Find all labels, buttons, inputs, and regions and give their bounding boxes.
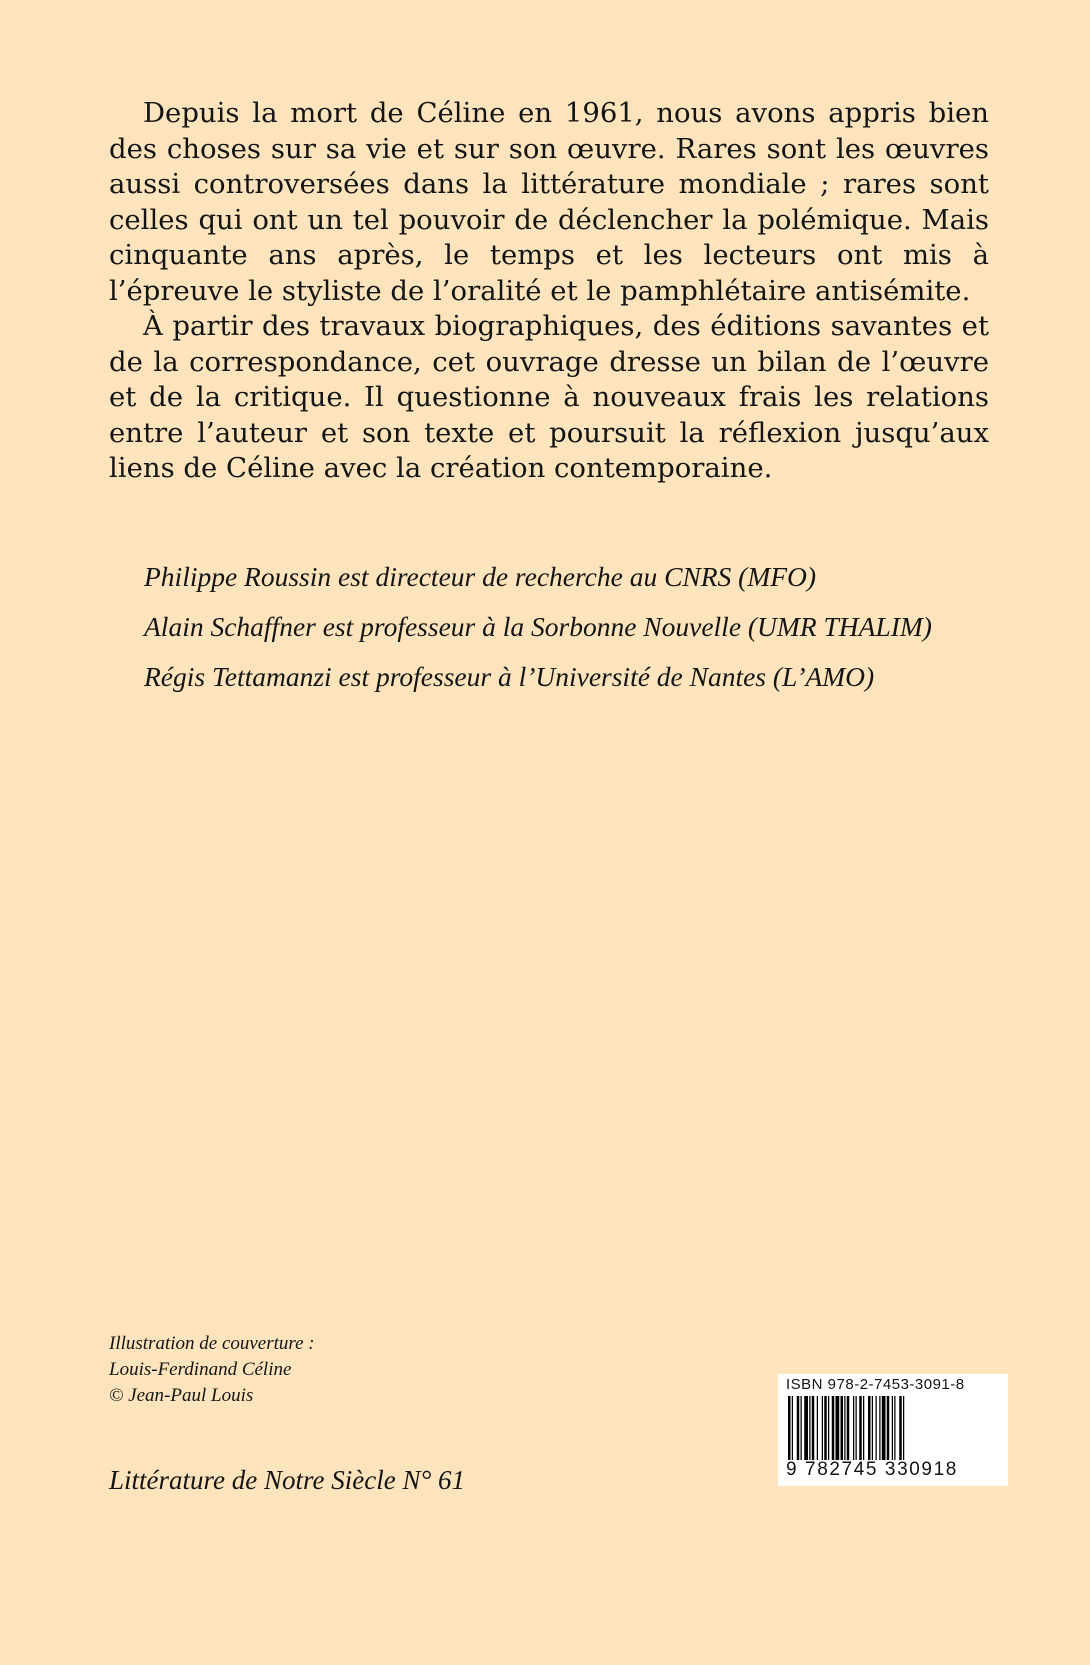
isbn-barcode-block	[778, 1374, 1008, 1486]
barcode-bar	[809, 1396, 810, 1460]
barcode-bar	[872, 1396, 873, 1460]
credit-subject: Louis-Ferdinand Céline	[109, 1359, 292, 1380]
barcode-bar	[879, 1396, 880, 1460]
barcode-bar	[903, 1396, 904, 1460]
blurb-paragraph-2: À partir des travaux biographiques, des éditions savantes et de la correspondance, cet ouvrage dresse un bilan de l’œuvre et de la critique. Il questionne à nouveaux frais les relations entre l’auteur et son texte et poursuit la réflexion jusqu’aux liens de Céline avec la création contemporaine.	[109, 310, 989, 484]
barcode-bar	[824, 1396, 827, 1460]
barcode-bar	[836, 1396, 840, 1460]
barcode-bar	[841, 1396, 844, 1460]
barcode-bar	[828, 1396, 829, 1460]
barcode-bar	[882, 1396, 886, 1460]
barcode-icon	[786, 1396, 1000, 1460]
barcode-bar	[812, 1396, 815, 1460]
barcode-bar	[847, 1396, 850, 1460]
barcode-bar	[822, 1396, 823, 1460]
barcode-bar	[832, 1396, 835, 1460]
blurb-paragraph-1: Depuis la mort de Céline en 1961, nous avons appris bien des choses sur sa vie et sur son œuvre. Rares sont les œuvres aussi controversées dans la littérature mondiale ; rares sont celles qui ont un tel pouvoir de déclencher la polémique. Mais cinquante ans après, le temps et les lecteurs ont mis à l’épreuve le styliste de l’oralité et le pamphlétaire antisémite.	[109, 97, 989, 307]
barcode-bar	[817, 1396, 818, 1460]
series-title: Littérature de Notre Siècle N° 61	[109, 1465, 465, 1495]
author-bio-roussin: Philippe Roussin est directeur de recherche au CNRS (MFO)	[144, 561, 817, 592]
author-bios	[144, 552, 1004, 702]
credit-copyright: © Jean-Paul Louis	[109, 1385, 254, 1406]
barcode-bar	[887, 1396, 890, 1460]
author-bio-schaffner: Alain Schaffner est professeur à la Sorbonne Nouvelle (UMR THALIM)	[144, 611, 932, 642]
barcode-bar	[859, 1396, 862, 1460]
blurb-text	[109, 96, 989, 487]
barcode-bar	[892, 1396, 893, 1460]
barcode-digits: 9 782745 330918	[786, 1459, 958, 1480]
barcode-bar	[863, 1396, 864, 1460]
barcode-bar	[868, 1396, 871, 1460]
barcode-bar	[797, 1396, 800, 1460]
barcode-bar	[792, 1396, 793, 1460]
barcode-bar	[853, 1396, 854, 1460]
barcode-bar	[876, 1396, 877, 1460]
author-bio-tettamanzi: Régis Tettamanzi est professeur à l’Université de Nantes (L’AMO)	[144, 661, 875, 692]
isbn-label: ISBN 978-2-7453-3091-8	[786, 1376, 965, 1393]
barcode-bar	[856, 1396, 857, 1460]
barcode-bar	[788, 1396, 791, 1460]
barcode-bar	[899, 1396, 902, 1460]
cover-illustration-credit	[109, 1331, 509, 1409]
barcode-bar	[804, 1396, 808, 1460]
barcode-bar	[801, 1396, 802, 1460]
credit-heading: Illustration de couverture :	[109, 1333, 315, 1354]
barcode-bar	[844, 1396, 845, 1460]
barcode-bar	[894, 1396, 895, 1460]
